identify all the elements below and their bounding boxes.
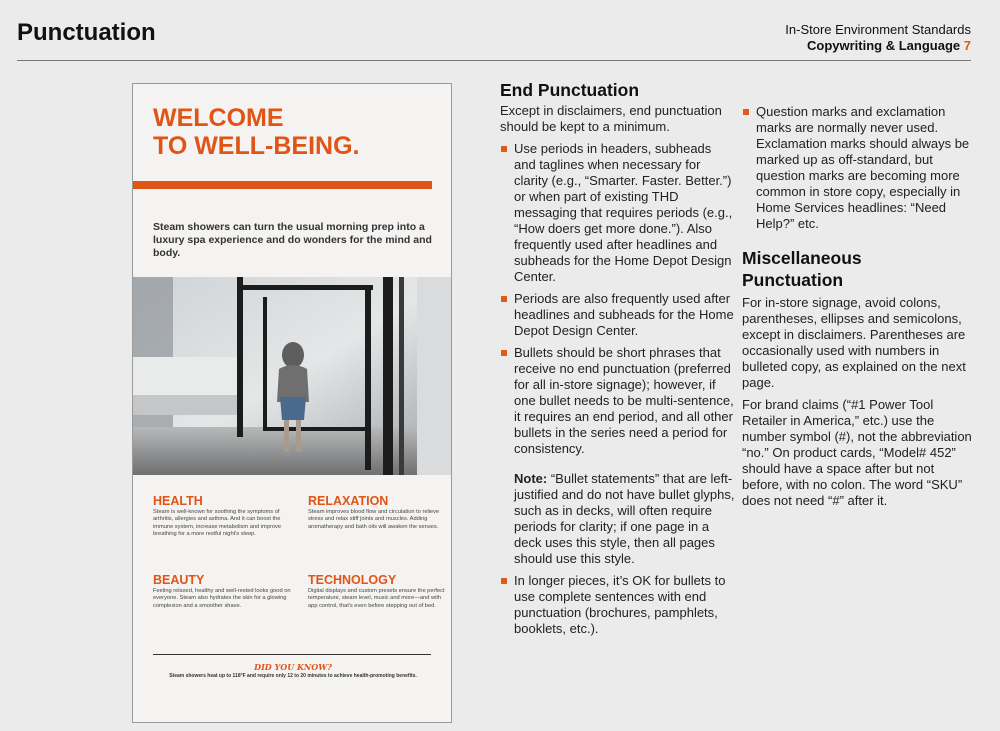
poster-divider bbox=[153, 654, 431, 655]
benefit-body: Digital displays and custom presets ensure the perfect temperature, steam level, music and more—and with app control, that's even before stepping out of bed. bbox=[308, 588, 445, 609]
end-punctuation-bullets-2 bbox=[500, 573, 736, 637]
misc-punctuation-column bbox=[742, 104, 978, 515]
benefit-body: Steam is well-known for soothing the symptoms of arthritis, allergies and asthma. And it can boost the immune system, increase metabolism and improve breathing for a more restful night's sleep. bbox=[153, 509, 282, 538]
doc-title: In-Store Environment Standards bbox=[785, 22, 971, 37]
question-mark-bullets bbox=[742, 104, 978, 232]
section-title: Copywriting & Language 7 bbox=[807, 38, 971, 53]
end-punctuation-column bbox=[500, 80, 736, 643]
benefit-relaxation bbox=[308, 494, 448, 531]
end-punctuation-heading: End Punctuation bbox=[500, 80, 640, 100]
page-title: Punctuation bbox=[17, 19, 156, 46]
bullet-item: In longer pieces, it’s OK for bullets to use complete sentences with end punctuation (brochures, pamphlets, booklets, etc.). bbox=[500, 573, 736, 637]
benefit-title: BEAUTY bbox=[153, 573, 205, 587]
end-punctuation-intro: Except in disclaimers, end punctuation should be kept to a minimum. bbox=[500, 103, 722, 134]
note-text: “Bullet statements” that are left-justified and do not have bullet glyphs, such as in decks, will often require periods for clarity; if one page in a deck uses this style, then all pages should use this style. bbox=[514, 471, 735, 566]
did-you-know-title: DID YOU KNOW? bbox=[254, 662, 332, 672]
poster-intro: Steam showers can turn the usual morning prep into a luxury spa experience and do wonders for the mind and body. bbox=[153, 221, 432, 259]
bullet-item: Question marks and exclamation marks are normally never used. Exclamation marks should always be marked up as off-standard, but question marks are becoming more common in store copy, especially in Home Services headlines: “Need Help?” etc. bbox=[742, 104, 978, 232]
benefit-technology bbox=[308, 573, 448, 610]
poster-accent-bar bbox=[133, 181, 432, 189]
misc-paragraph: For in-store signage, avoid colons, parentheses, ellipses and semicolons, except in disclaimers. Parentheses are occasionally used with numbers in bulleted copy, as explained on the next page. bbox=[742, 295, 966, 390]
bullet-item: Bullets should be short phrases that receive no end punctuation (preferred for all in-store signage); however, if one bullet needs to be multi-sentence, it requires an end period, and all other bullets in the series need a period for consistency. bbox=[500, 345, 736, 457]
note-paragraph bbox=[500, 471, 736, 567]
benefit-title: TECHNOLOGY bbox=[308, 573, 397, 587]
benefit-body: Steam improves blood flow and circulation to relieve stress and relax stiff joints and muscles. Adding aromatherapy and bath oils will awaken the senses. bbox=[308, 509, 440, 530]
poster-headline: WELCOME TO WELL-BEING. bbox=[153, 104, 360, 160]
poster-example bbox=[132, 83, 452, 723]
bullet-item: Periods are also frequently used after headlines and subheads for the Home Depot Design Center. bbox=[500, 291, 736, 339]
note-label: Note: bbox=[514, 471, 548, 486]
misc-paragraph: For brand claims (“#1 Power Tool Retailer in America,” etc.) use the number symbol (#), not the abbreviation “no.” On product cards, “Model# 452” should have a space after but not before, with no colon. The word “SKU” does not need “#” after it. bbox=[742, 397, 972, 508]
end-punctuation-bullets bbox=[500, 141, 736, 457]
benefit-beauty bbox=[153, 573, 293, 610]
benefit-body: Feeling relaxed, healthy and well-rested looks good on everyone. Steam also hydrates the skin for a glowing complexion and a smoother shave. bbox=[153, 588, 291, 609]
header-divider bbox=[17, 60, 971, 61]
benefit-health bbox=[153, 494, 293, 539]
running-header bbox=[785, 22, 971, 54]
steam-shower-photo bbox=[133, 277, 452, 475]
bullet-item: Use periods in headers, subheads and taglines when necessary for clarity (e.g., “Smarter. Faster. Better.”) or when part of existing THD messaging that requires periods (e.g., “How doers get more done.”). Also frequently used after headlines and subheads for the Home Depot Design Center. bbox=[500, 141, 736, 285]
misc-punctuation-heading: Miscellaneous Punctuation bbox=[742, 248, 862, 290]
page-number: 7 bbox=[963, 38, 971, 53]
benefit-title: RELAXATION bbox=[308, 494, 389, 508]
benefit-title: HEALTH bbox=[153, 494, 203, 508]
did-you-know-body: Steam showers heat up to 118°F and require only 12 to 20 minutes to achieve health-promoting benefits. bbox=[169, 673, 417, 679]
